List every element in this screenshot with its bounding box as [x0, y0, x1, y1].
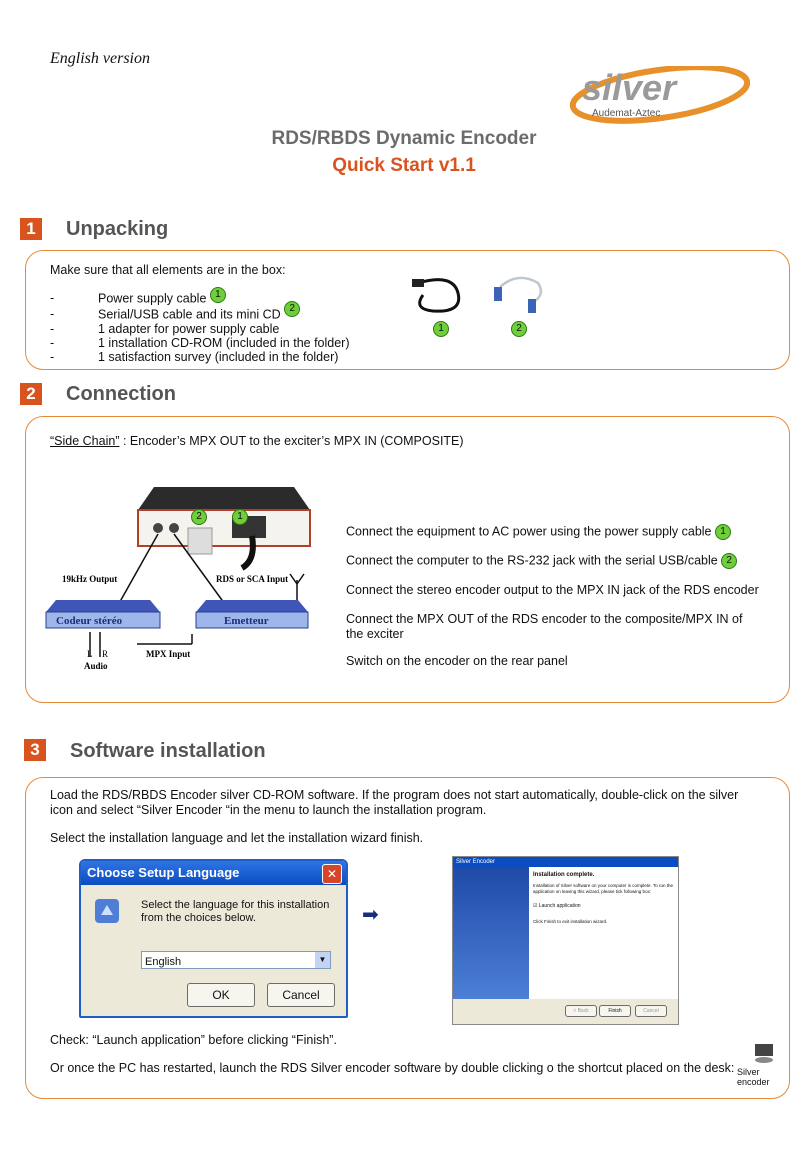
cancel-button[interactable]: Cancel [267, 983, 335, 1007]
launch-checkbox-row[interactable]: ☑ Launch application [533, 903, 581, 909]
dialog-message: Select the language for this installation from the choices below. [141, 899, 330, 924]
list-item: - 1 satisfaction survey (included in the folder) [50, 350, 339, 364]
chevron-down-icon[interactable]: ▼ [315, 952, 330, 968]
software-box [25, 777, 790, 1099]
version-label: English version [50, 50, 150, 67]
side-chain-line [50, 434, 464, 448]
badge-1: 1 [210, 287, 226, 303]
language-select[interactable]: English ▼ [141, 951, 331, 969]
section-2-title: Connection [66, 383, 176, 405]
wizard-body: Installation of Silver software on your computer is complete. To run the application on leaving this wizard, please tick following box: [533, 883, 673, 894]
badge-2: 2 [511, 321, 527, 337]
setup-icon [93, 897, 121, 925]
launch-checkbox-label: Launch application [538, 903, 581, 909]
section-1-title: Unpacking [66, 218, 169, 240]
connection-step: Connect the computer to the RS-232 jack with the serial USB/cable 2 [346, 553, 766, 569]
wizard-title: Silver Encoder [453, 857, 678, 867]
ok-button[interactable]: OK [187, 983, 255, 1007]
usb-cable-image [488, 273, 548, 318]
connection-step: Connect the MPX OUT of the RDS encoder to the composite/MPX IN of the exciter [346, 612, 743, 641]
list-item: - Power supply cable 1 [50, 291, 226, 307]
logo-word: silver [582, 67, 677, 108]
silver-logo [560, 66, 750, 126]
close-icon[interactable]: ✕ [322, 864, 342, 884]
logo-sub: Audemat-Aztec [592, 108, 661, 119]
list-item: - Serial/USB cable and its mini CD 2 [50, 307, 300, 323]
list-item: - 1 installation CD-ROM (included in the folder) [50, 336, 350, 350]
document-title: RDS/RBDS Dynamic Encoder [271, 128, 537, 149]
badge-2: 2 [284, 301, 300, 317]
check-text: Check: “Launch application” before clicking “Finish”. [50, 1033, 337, 1047]
power-cable-image [408, 273, 468, 318]
connection-step: Connect the equipment to AC power using the power supply cable 1 [346, 524, 766, 540]
label-emetteur: Emetteur [224, 615, 269, 627]
section-2-number: 2 [20, 383, 42, 405]
software-select-text: Select the installation language and let the installation wizard finish. [50, 831, 424, 845]
connection-step: Connect the stereo encoder output to the MPX IN jack of the RDS encoder [346, 583, 759, 597]
shortcut-label: Silver encoder [737, 1067, 770, 1087]
software-intro: Load the RDS/RBDS Encoder silver CD-ROM software. If the program does not start automatically, double-click on the silver icon and select “Silver Encoder “in the menu to launch the installation program. [50, 788, 739, 817]
finish-button[interactable]: Finish [599, 1005, 631, 1017]
label-r: R [102, 649, 109, 659]
label-audio: Audio [84, 661, 108, 671]
wizard-cancel-button[interactable]: Cancel [635, 1005, 667, 1017]
label-rds-sca: RDS or SCA Input [216, 574, 289, 584]
setup-language-dialog [79, 859, 348, 1018]
badge-1: 1 [232, 509, 248, 525]
restart-text: Or once the PC has restarted, launch the RDS Silver encoder software by double clicking o the shortcut placed on the desk: [50, 1061, 735, 1075]
document-subtitle: Quick Start v1.1 [332, 155, 476, 176]
section-1-number: 1 [20, 218, 42, 240]
dialog-title: Choose Setup Language [81, 861, 346, 885]
wizard-side-art [453, 867, 529, 999]
label-l: L [87, 649, 93, 659]
label-19khz: 19kHz Output [62, 574, 118, 584]
side-chain-label: “Side Chain” [50, 434, 120, 448]
badge-2: 2 [721, 553, 737, 569]
list-item: - 1 adapter for power supply cable [50, 322, 280, 336]
arrow-right-icon: ➡ [362, 904, 379, 926]
badge-2: 2 [191, 509, 207, 525]
label-mpx-input: MPX Input [146, 649, 191, 659]
connection-step: Switch on the encoder on the rear panel [346, 654, 568, 668]
section-3-title: Software installation [70, 740, 266, 762]
connection-box [25, 416, 790, 703]
badge-1: 1 [433, 321, 449, 337]
back-button[interactable]: < Back [565, 1005, 597, 1017]
section-3-number: 3 [24, 739, 46, 761]
label-codeur: Codeur stéréo [56, 615, 123, 627]
badge-1: 1 [715, 524, 731, 540]
unpacking-box [25, 250, 790, 370]
wizard-finish-hint: Click Finish to exit installation wizard. [533, 919, 608, 924]
install-wizard [452, 856, 679, 1025]
unpacking-intro: Make sure that all elements are in the box: [50, 263, 286, 277]
silver-encoder-shortcut-icon[interactable] [752, 1042, 776, 1064]
side-chain-text: : Encoder’s MPX OUT to the exciter’s MPX IN (COMPOSITE) [119, 434, 464, 448]
wizard-heading: Installation complete. [533, 872, 595, 878]
